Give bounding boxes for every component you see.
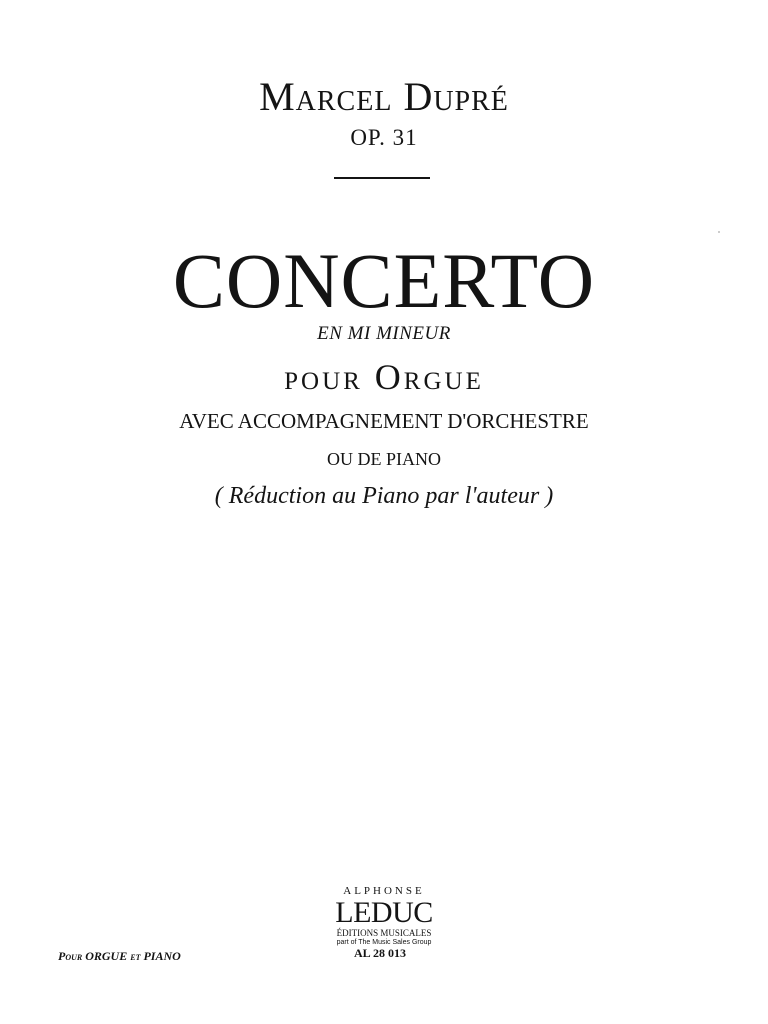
publisher-logo-top: ALPHONSE bbox=[343, 885, 425, 897]
accompaniment-line: AVEC ACCOMPAGNEMENT D'ORCHESTRE bbox=[179, 409, 589, 433]
work-title: CONCERTO bbox=[172, 237, 596, 324]
alternative-line: OU DE PIANO bbox=[327, 449, 441, 469]
composer-name: Marcel Dupré bbox=[259, 74, 509, 119]
title-divider bbox=[334, 177, 430, 179]
publisher-imprint: ÉDITIONS MUSICALES bbox=[336, 928, 432, 938]
opus-number: OP. 31 bbox=[350, 125, 418, 150]
instrument-line: pour Orgue bbox=[284, 357, 484, 397]
key-signature: EN MI MINEUR bbox=[317, 323, 451, 344]
publisher-logo bbox=[324, 884, 444, 947]
scoring-note: Pour ORGUE et PIANO bbox=[58, 949, 181, 963]
publisher-group: part of The Music Sales Group bbox=[336, 939, 432, 946]
reduction-note: ( Réduction au Piano par l'auteur ) bbox=[214, 483, 554, 509]
paper-speck bbox=[718, 231, 720, 233]
publisher-logo-name: LEDUC bbox=[335, 896, 433, 929]
catalog-number: AL 28 013 bbox=[353, 946, 406, 960]
